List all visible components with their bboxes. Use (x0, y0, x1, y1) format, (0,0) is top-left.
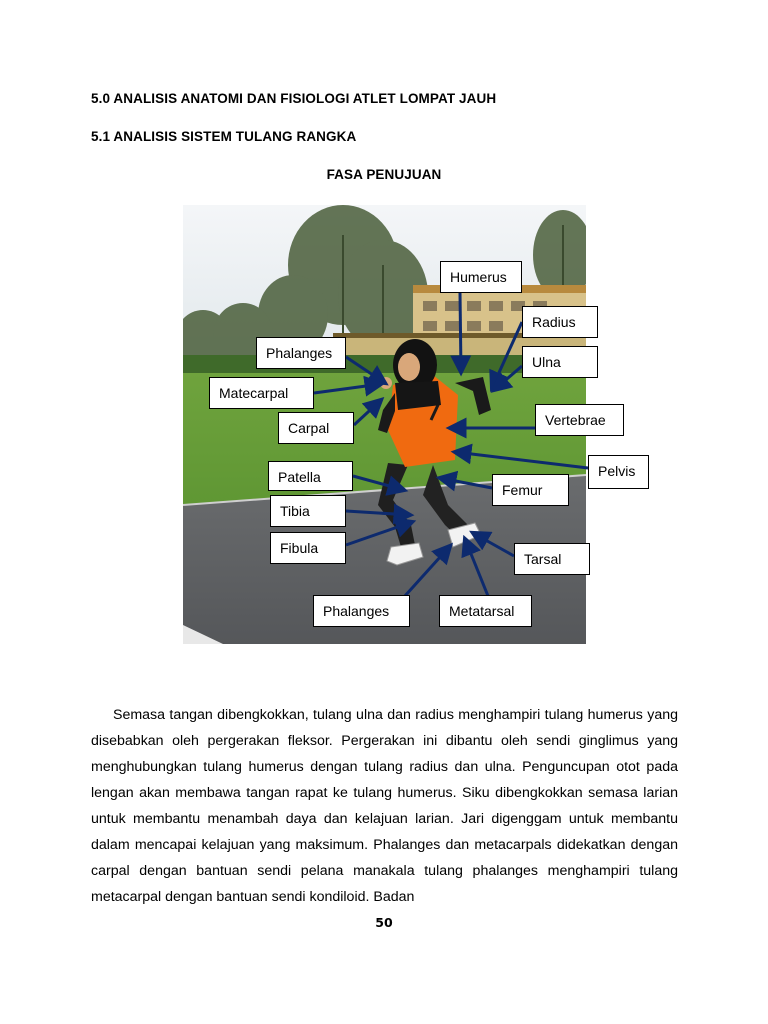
section-title: 5.0 ANALISIS ANATOMI DAN FISIOLOGI ATLET LOMPAT JAUH (91, 91, 497, 106)
label-phalanges-foot: Phalanges (313, 595, 410, 627)
label-ulna: Ulna (522, 346, 598, 378)
label-pelvis: Pelvis (588, 455, 649, 489)
label-matecarpal: Matecarpal (209, 377, 314, 409)
label-tarsal: Tarsal (514, 543, 590, 575)
phase-title: FASA PENUJUAN (326, 167, 442, 182)
label-tibia: Tibia (270, 495, 346, 527)
subsection-title: 5.1 ANALISIS SISTEM TULANG RANGKA (91, 129, 357, 144)
body-text (91, 702, 678, 910)
athlete-photo (183, 205, 586, 644)
page-number: 50 (375, 915, 393, 930)
label-fibula: Fibula (270, 532, 346, 564)
label-humerus: Humerus (440, 261, 522, 293)
label-carpal: Carpal (278, 412, 354, 444)
label-patella: Patella (268, 461, 353, 491)
label-radius: Radius (522, 306, 598, 338)
label-phalanges-hand: Phalanges (256, 337, 346, 369)
label-metatarsal: Metatarsal (439, 595, 532, 627)
body-paragraph: Semasa tangan dibengkokkan, tulang ulna dan radius menghampiri tulang humerus yang disebabkan oleh pergerakan fleksor. Pergerakan ini dibantu oleh sendi ginglimus yang menghubungkan tulang humerus dengan tulang radius dan ulna. Penguncupan otot pada lengan akan membawa tangan rapat ke tulang humerus. Siku dibengkokkan semasa larian untuk membantu menambah daya dan kelajuan larian. Jari digenggam untuk membantu dalam mencapai kelajuan yang maksimum. Phalanges dan metacarpals didekatkan dengan carpal dengan bantuan sendi pelana manakala tulang phalanges menghampiri tulang metacarpal dengan bantuan sendi kondiloid. Badan (91, 707, 678, 905)
athlete-photo-illustration (183, 205, 586, 644)
label-femur: Femur (492, 474, 569, 506)
label-vertebrae: Vertebrae (535, 404, 624, 436)
